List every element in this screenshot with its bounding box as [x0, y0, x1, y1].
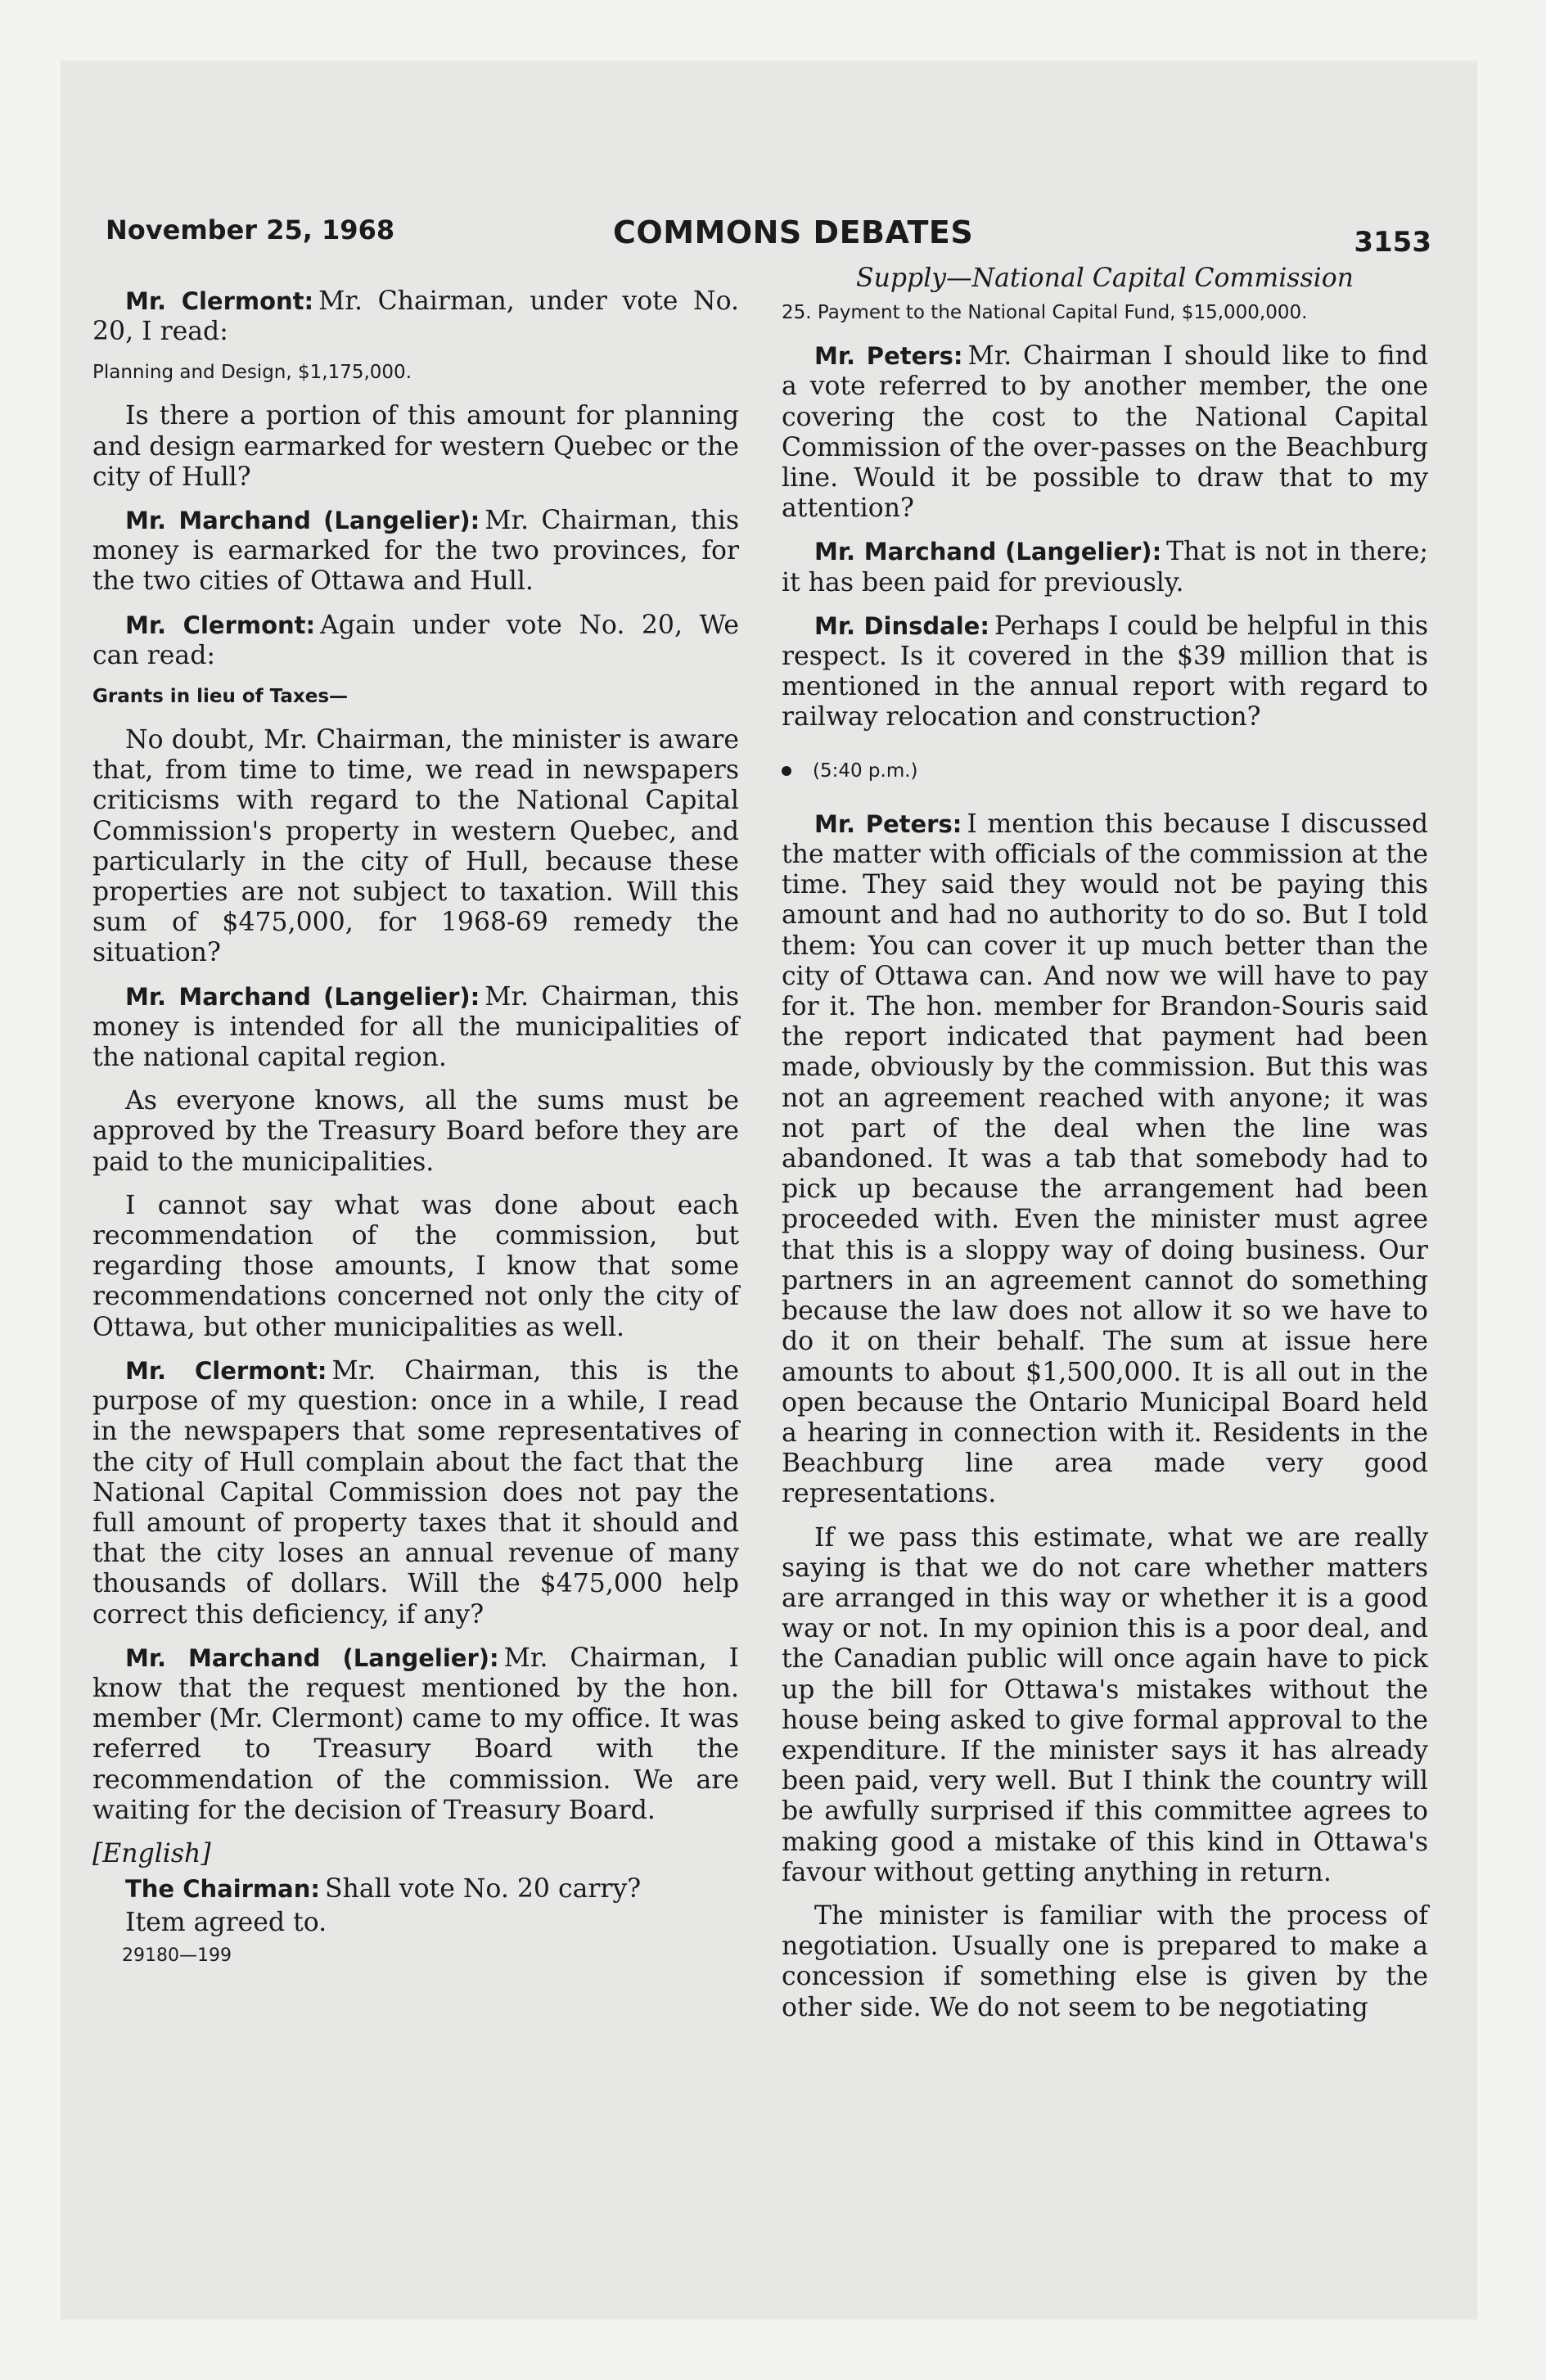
- paragraph: Mr. Clermont: Mr. Chairman, this is the purpose of my question: once in a while, I read in the newspapers that some representatives of the city of Hull complain about the fact that the National Capital Commission does not pay the full amount of property taxes that it should and that the city loses an annual revenue of many thousands of dollars. Will the $475,000 help correct this deficiency, if any?: [92, 1355, 740, 1629]
- speaker-name: The Chairman:: [125, 1875, 320, 1904]
- header-title: COMMONS DEBATES: [613, 214, 974, 250]
- paragraph: Mr. Marchand (Langelier): That is not in there; it has been paid for previously.: [782, 537, 1428, 597]
- print-reference: 29180—199: [122, 1945, 232, 1966]
- paragraph: Mr. Marchand (Langelier): Mr. Chairman, this money is earmarked for the two provinces, for the two cities of Ottawa and Hull.: [92, 506, 739, 597]
- paragraph: Is there a portion of this amount for planning and design earmarked for western Quebec or the city of Hull?: [92, 401, 739, 492]
- paragraph: Item agreed to.: [125, 1908, 327, 1938]
- paragraph: Mr. Clermont: Mr. Chairman, under vote No. 20, I read:: [92, 286, 740, 347]
- paragraph: Mr. Marchand (Langelier): Mr. Chairman, I know that the request mentioned by the hon. member (Mr. Clermont) came to my office. It was referred to Treasury Board with the recommendation of the commission. We are waiting for the decision of Treasury Board.: [92, 1643, 739, 1825]
- bullet-icon: [782, 766, 791, 776]
- speaker-name: Mr. Clermont:: [125, 1356, 327, 1385]
- left-column: [92, 264, 739, 1984]
- speaker-name: Mr. Clermont:: [125, 611, 316, 639]
- paragraph: I cannot say what was done about each recommendation of the commission, but regarding those amounts, I know that some recommendations concerned not only the city of Ottawa, but other municipalities as well.: [92, 1190, 739, 1342]
- running-head: Supply—National Capital Commission: [856, 264, 1354, 293]
- paragraph: Mr. Peters: I mention this because I discussed the matter with officials of the commission at the time. They said they would not be paying this amount and had no authority to do so. But I told them: You can cover it up much better than the city of Ottawa can. And now we will have to pay for it. The hon. member for Brandon-Souris said the report indicated that payment had been made, obviously by the commission. But this was not an agreement reached with anyone; it was not part of the deal when the line was abandoned. It was a tab that somebody had to pick up because the arrangement had been proceeded with. Even the minister must agree that this is a sloppy way of doing business. Our partners in an agreement cannot do something because the law does not allow it so we have to do it on their behalf. The sum at issue here amounts to about $1,500,000. It is all out in the open because the Ontario Municipal Board held a hearing in connection with it. Residents in the Beachburg line area made very good representations.: [782, 809, 1428, 1509]
- speaker-name: Mr. Marchand (Langelier):: [125, 982, 480, 1011]
- paragraph: As everyone knows, all the sums must be approved by the Treasury Board before they are paid to the municipalities.: [92, 1086, 739, 1177]
- paragraph: Mr. Clermont: Again under vote No. 20, We can read:: [92, 610, 739, 670]
- vote-item: Grants in lieu of Taxes—: [92, 686, 349, 708]
- language-marker: [English]: [92, 1838, 211, 1868]
- vote-item: Planning and Design, $1,175,000.: [92, 362, 412, 384]
- speaker-name: Mr. Marchand (Langelier):: [125, 507, 480, 535]
- page-header: [106, 214, 1431, 264]
- speaker-name: Mr. Peters:: [814, 809, 962, 838]
- paragraph: Mr. Marchand (Langelier): Mr. Chairman, this money is intended for all the municipalities of the national capital region.: [92, 981, 739, 1073]
- speaker-name: Mr. Dinsdale:: [814, 611, 989, 640]
- speaker-name: Mr. Clermont:: [125, 287, 314, 315]
- speaker-name: Mr. Marchand (Langelier):: [814, 538, 1162, 566]
- right-column: [782, 264, 1428, 2036]
- paragraph: The Chairman: Shall vote No. 20 carry?: [125, 1874, 642, 1904]
- vote-item: 25. Payment to the National Capital Fund, $15,000,000.: [782, 302, 1308, 324]
- paragraph: If we pass this estimate, what we are really saying is that we do not care whether matters are arranged in this way or whether it is a good way or not. In my opinion this is a poor deal, and the Canadian public will once again have to pick up the bill for Ottawa's mistakes without the house being asked to give formal approval to the expenditure. If the minister says it has already been paid, very well. But I think the country will be awfully surprised if this committee agrees to making good a mistake of this kind in Ottawa's favour without getting anything in return.: [782, 1522, 1428, 1887]
- speaker-name: Mr. Peters:: [814, 342, 963, 371]
- timestamp: (5:40 p.m.): [782, 756, 1428, 787]
- paragraph: The minister is familiar with the process of negotiation. Usually one is prepared to make a concession if something else is given by the other side. We do not seem to be negotiating: [782, 1900, 1428, 2022]
- paragraph: No doubt, Mr. Chairman, the minister is aware that, from time to time, we read in newspapers criticisms with regard to the National Capital Commission's property in western Quebec, and particularly in the city of Hull, because these properties are not subject to taxation. Will this sum of $475,000, for 1968-69 remedy the situation?: [92, 725, 739, 968]
- speaker-name: Mr. Marchand (Langelier):: [125, 1643, 499, 1672]
- page-number: 3153: [1354, 226, 1431, 259]
- header-date: November 25, 1968: [106, 214, 395, 246]
- paragraph: Mr. Dinsdale: Perhaps I could be helpful in this respect. Is it covered in the $39 million that is mentioned in the annual report with regard to railway relocation and construction?: [782, 611, 1429, 732]
- paragraph: Mr. Peters: Mr. Chairman I should like to find a vote referred to by another member, the one covering the cost to the National Capital Commission of the over-passes on the Beachburg line. Would it be possible to draw that to my attention?: [782, 341, 1428, 524]
